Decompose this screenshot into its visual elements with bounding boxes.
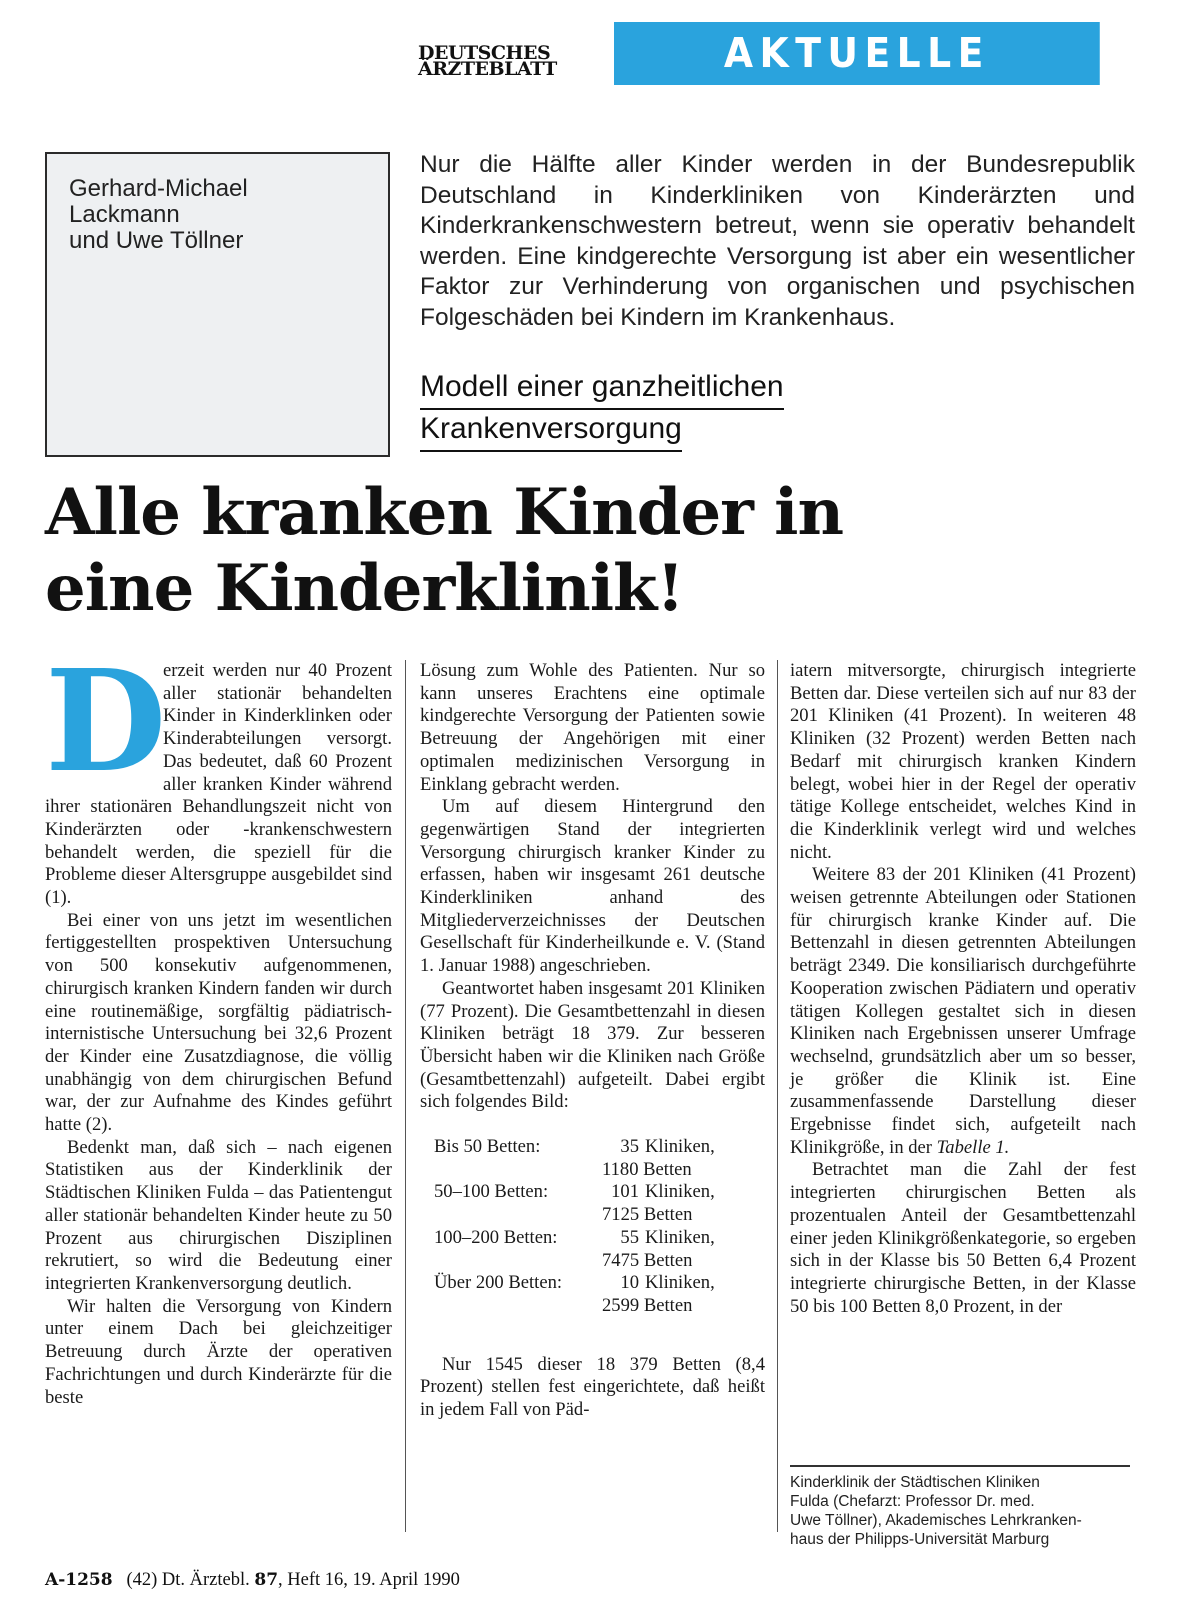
bed-count: 2599 Betten — [602, 1294, 693, 1316]
paragraph: erzeit werden nur 40 Prozent aller stationär behandelten Kinder in Kinderklinken oder Kinderabteilungen versorgt. Das bedeutet, daß 60 Prozent aller kranken Kinder während ihrer stationären Behandlungszeit nicht von Kinderärzten oder -krankenschwestern behandelt werden, die speziell für die Probleme dieser Altersgruppe ausgebildet sind (1). — [45, 660, 392, 909]
table-reference: Tabelle 1. — [936, 1136, 1010, 1158]
headline-line2: eine Kinderklinik! — [45, 551, 684, 626]
lead-paragraph: Nur die Hälfte aller Kinder werden in der Bundesrepublik Deutschland in Kinderkliniken von Kinderärzten und Kinderkrankenschwestern betreut, wenn sie operativ behandelt werden. Eine kindgerechte Versorgung ist aber ein wesentlicher Faktor zur Verhinderung von organischen und psychischen Folgeschäden bei Kindern im Krankenhaus. — [420, 151, 1135, 331]
beds-table-row — [434, 1204, 715, 1227]
empty-cell — [434, 1204, 584, 1227]
page-number: A-1258 — [45, 1570, 113, 1590]
paragraph: Bei einer von uns jetzt im wesentlichen fertiggestellten prospektiven Untersuchung von 500 konsekutiv aufgenommenen, chirurgisch kranken Kindern fanden wir durch eine routinemäßige, sorgfältig pädiatrisch-internistische Untersuchung bei 32,6 Prozent der Kinder eine Zusatzdiagnose, die völlig unabhängig von dem chirurgischen Befund war, der zur Aufnahme des Kindes geführt hatte (2). — [45, 909, 392, 1136]
column-divider-1 — [405, 660, 406, 1532]
paragraph: Lösung zum Wohle des Patienten. Nur so kann unseres Erachtens eine optimale kindgerechte Versorgung der Patienten sowie Betreuung der Angehörigen mit einer optimalen medizinischen Versorgung in Einklang gebracht werden. — [420, 660, 765, 795]
body-column-3 — [790, 660, 1136, 1318]
beds-category: Bis 50 Betten: — [434, 1136, 541, 1158]
footer-volume: 87 — [254, 1570, 279, 1590]
bed-count: 1180 Betten — [602, 1158, 692, 1180]
clinic-unit: Kliniken, — [645, 1226, 715, 1248]
beds-table-row — [434, 1181, 715, 1204]
author-names — [69, 176, 248, 254]
footer-ref-pre: (42) Dt. Ärztebl. — [126, 1570, 250, 1590]
drop-cap: D — [45, 640, 167, 804]
clinic-count: 10 — [620, 1272, 639, 1294]
paragraph: Wir halten die Versorgung von Kindern unter einem Dach bei gleichzeitiger Betreuung durch Ärzte der operativen Fachrichtungen und durch Kinderärzte für die beste — [45, 1295, 392, 1408]
clinic-count: 101 — [611, 1181, 639, 1203]
paragraph: Bedenkt man, daß sich – nach eigenen Statistiken aus der Kinderklinik der Städtischen Kliniken Fulda – das Patientengut aller stationär behandelten Kinder heute zu 50 Prozent aus chirurgischen Disziplinen rekrutiert, so wird die Bedeutung einer integrierten Krankenversorgung deutlich. — [45, 1136, 392, 1294]
beds-category: Über 200 Betten: — [434, 1272, 563, 1294]
masthead-line2: ÄRZTEBLATT — [418, 58, 557, 80]
paragraph — [790, 864, 1136, 1159]
footer-ref-post: , Heft 16, 19. April 1990 — [278, 1570, 460, 1590]
clinic-unit: Kliniken, — [645, 1272, 715, 1294]
page-footer — [45, 1570, 460, 1591]
beds-table-row — [434, 1159, 715, 1182]
paragraph: Betrachtet man die Zahl der fest integrierten chirurgischen Betten als prozentualen Anteil der Gesamtbettenzahl einer jeden Klinikgrößenkategorie, so ergeben sich in der Klasse bis 50 Betten 6,4 Prozent integrierte chirurgische Betten, in der Klasse 50 bis 100 Betten 8,0 Prozent, in der — [790, 1159, 1136, 1317]
masthead-line1: DEUTSCHES — [418, 42, 551, 64]
clinic-count: 55 — [620, 1226, 639, 1248]
author-line2: Lackmann — [69, 201, 180, 228]
author-box — [45, 152, 390, 457]
body-column-1 — [45, 640, 392, 1409]
empty-cell — [434, 1250, 584, 1273]
beds-table-row — [434, 1136, 715, 1159]
paragraph: Nur 1545 dieser 18 379 Betten (8,4 Prozent) stellen fest eingerichtete, daß heißt in jedem Fall von Päd- — [420, 1353, 765, 1421]
caption-line1: Kinderklinik der Städtischen Kliniken — [790, 1474, 1040, 1491]
beds-table — [434, 1136, 715, 1318]
clinic-count: 35 — [620, 1136, 639, 1158]
beds-table-row — [434, 1272, 715, 1295]
paragraph: iatern mitversorgte, chirurgisch integrierte Betten dar. Diese verteilen sich auf nur 83 der 201 Kliniken (41 Prozent). In weiteren 48 Kliniken (32 Prozent) werden Betten nach Bedarf mit chirurgisch kranken Kindern belegt, wobei hier in der Regel der operativ tätige Kollege entscheidet, welches Kind in die Kinderklinik verlegt wird und welches nicht. — [790, 660, 1136, 863]
beds-table-row — [434, 1295, 715, 1318]
beds-table-row — [434, 1227, 715, 1250]
author-line3: und Uwe Töllner — [69, 227, 244, 254]
clinic-unit: Kliniken, — [645, 1181, 715, 1203]
caption-line3: Uwe Töllner), Akademisches Lehrkranken- — [790, 1512, 1082, 1529]
bed-count: 7475 Betten — [602, 1249, 693, 1271]
subtitle-line1: Modell einer ganzheitlichen — [420, 368, 784, 410]
body-column-2 — [420, 660, 765, 1422]
subtitle — [420, 368, 784, 452]
subtitle-line2: Krankenversorgung — [420, 410, 682, 452]
beds-table-row — [434, 1250, 715, 1273]
clinic-unit: Kliniken, — [645, 1136, 715, 1158]
section-banner: AKTUELLE MEDIZIN — [614, 22, 1100, 85]
caption-line2: Fulda (Chefarzt: Professor Dr. med. — [790, 1493, 1035, 1510]
image-caption — [790, 1465, 1130, 1549]
empty-cell — [434, 1159, 584, 1182]
paragraph-text: Weitere 83 der 201 Kliniken (41 Prozent) weisen getrennte Abteilungen oder Stationen für chirurgisch kranke Kinder auf. Die Bettenzahl in diesen getrennten Abteilungen beträgt 2349. Die konsiliarisch durchgeführte Kooperation zwischen Pädiatern und operativ tätigen Kollegen gestaltet sich in diesen Kliniken nach Ergebnissen unserer Umfrage wechselnd, grundsätzlich aber um so besser, je größer die Klinik ist. Eine zusammenfassende Darstellung dieser Ergebnisse findet sich, aufgeteilt nach Klinikgröße, in der — [790, 864, 1136, 1158]
caption-line4: haus der Philipps-Universität Marburg — [790, 1531, 1050, 1548]
headline — [45, 475, 1145, 627]
column-divider-2 — [777, 660, 778, 1532]
paragraph: Geantwortet haben insgesamt 201 Kliniken (77 Prozent). Die Gesamtbettenzahl in diesen Kliniken beträgt 18 379. Zur besseren Übersicht haben wir die Kliniken nach Größe (Gesamtbettenzahl) aufgeteilt. Dabei ergibt sich folgendes Bild: — [420, 977, 765, 1113]
empty-cell — [434, 1295, 584, 1318]
bed-count: 7125 Betten — [602, 1204, 693, 1226]
paragraph: Um auf diesem Hintergrund den gegenwärtigen Stand der integrierten Versorgung chirurgisch kranker Kinder zu erfassen, haben wir insgesamt 261 deutsche Kinderkliniken anhand des Mitgliederverzeichnisses der Deutschen Gesellschaft für Kinderheilkunde e. V. (Stand 1. Januar 1988) angeschrieben. — [420, 796, 765, 977]
author-line1: Gerhard-Michael — [69, 175, 248, 202]
headline-line1: Alle kranken Kinder in — [45, 475, 843, 550]
beds-category: 50–100 Betten: — [434, 1181, 549, 1203]
beds-category: 100–200 Betten: — [434, 1226, 558, 1248]
masthead-logo — [418, 42, 557, 80]
